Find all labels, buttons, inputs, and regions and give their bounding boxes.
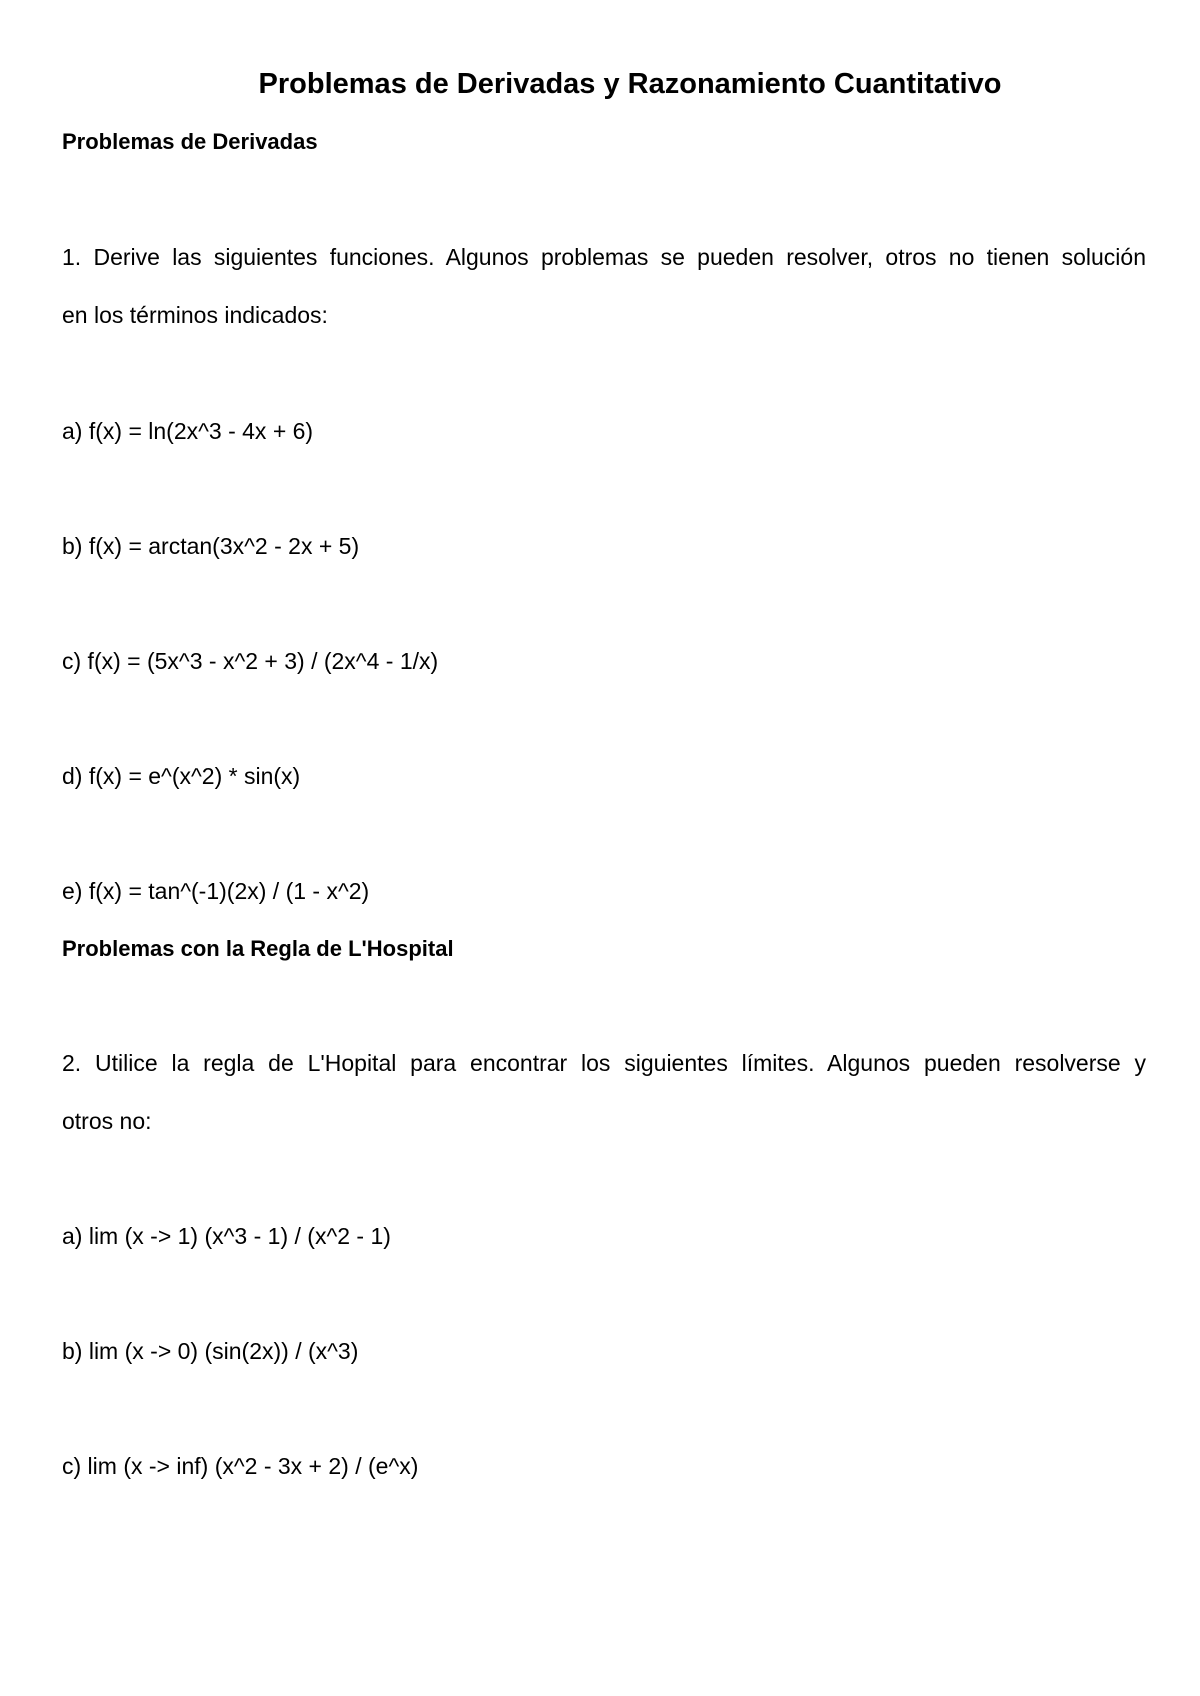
problem-1-intro-line-2: en los términos indicados: (62, 302, 328, 328)
problem-2-item-c: c) lim (x -> inf) (x^2 - 3x + 2) / (e^x) (62, 1453, 419, 1479)
problem-1-item-a: a) f(x) = ln(2x^3 - 4x + 6) (62, 418, 314, 444)
problem-2-item-b: b) lim (x -> 0) (sin(2x)) / (x^3) (62, 1338, 359, 1364)
problem-1-item-e: e) f(x) = tan^(-1)(2x) / (1 - x^2) (62, 878, 370, 904)
problem-1-item-c: c) f(x) = (5x^3 - x^2 + 3) / (2x^4 - 1/x) (62, 648, 439, 674)
problem-2-intro-line-1: 2. Utilice la regla de L'Hopital para encontrar los siguientes límites. Algunos pueden resolverse y (62, 1050, 1146, 1076)
problem-1-item-d: d) f(x) = e^(x^2) * sin(x) (62, 763, 301, 789)
section-heading-derivadas: Problemas de Derivadas (62, 129, 318, 154)
problem-2-item-a: a) lim (x -> 1) (x^3 - 1) / (x^2 - 1) (62, 1223, 391, 1249)
section-heading-lhospital: Problemas con la Regla de L'Hospital (62, 936, 454, 961)
problem-1-intro-line-1: 1. Derive las siguientes funciones. Algunos problemas se pueden resolver, otros no tienen solución (62, 244, 1146, 270)
problem-2-intro-line-2: otros no: (62, 1108, 152, 1134)
document-title: Problemas de Derivadas y Razonamiento Cuantitativo (258, 68, 1002, 100)
problem-1-item-b: b) f(x) = arctan(3x^2 - 2x + 5) (62, 533, 360, 559)
